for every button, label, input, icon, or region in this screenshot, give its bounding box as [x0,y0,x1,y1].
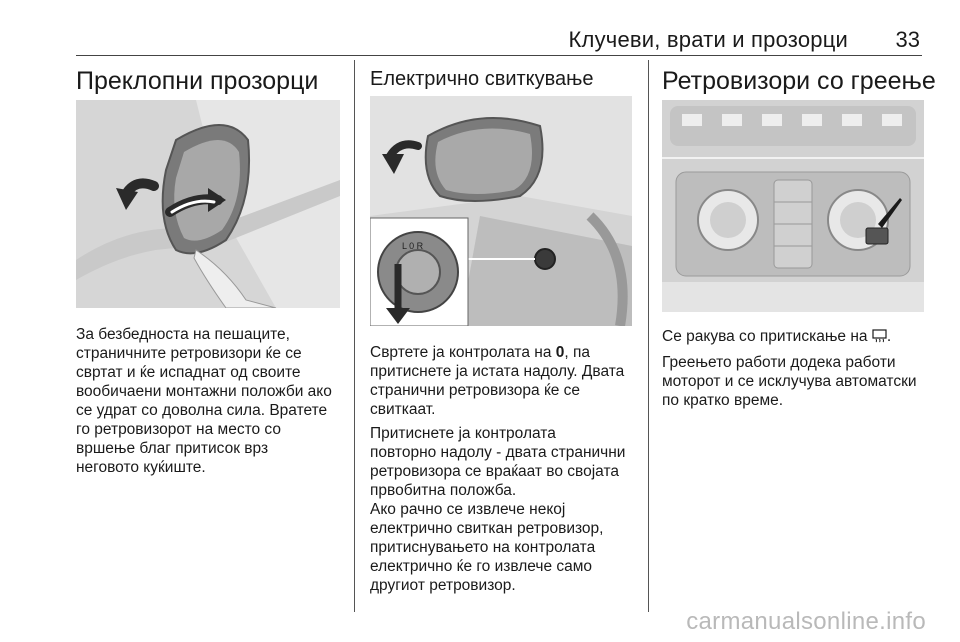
text-fragment: Се ракува со притискање на [662,328,872,345]
text-fragment: , па [564,344,591,361]
control-position-zero: 0 [555,344,565,361]
electric-folding-illustration [370,96,632,326]
text-line [370,343,640,362]
text-line: првобитна положба. [370,482,517,499]
chapter-title: Клучеви, врати и прозорци [568,27,848,52]
watermark: carmanualsonline.info [686,608,926,635]
text-line: повторно надолу - двата странични [370,444,626,461]
text-line: За безбедноста на пешаците, [76,326,290,343]
text-line: ретровизора се враќаат во својата [370,463,619,480]
section-electric-folding [370,56,634,92]
mirror-fold-illustration [76,100,340,308]
text-line: притиснете ја истата надолу. Двата [370,363,625,380]
text-line: неговото куќиште. [76,459,206,476]
text-line: другиот ретровизор. [370,577,516,594]
folding-mirrors-paragraph [76,325,346,477]
text-line: електрично свиткан ретровизор, [370,520,604,537]
heated-mirrors-paragraph-1: Се ракува со притискање на . [662,327,932,348]
electric-folding-paragraph-2 [370,424,640,500]
page-number: 33 [895,27,920,52]
text-line: го ретровизорот на место со [76,421,281,438]
text-line: електрично ќе го извлече само [370,558,593,575]
text-line: страничните ретровизори ќе се [76,345,302,362]
text-line: Ако рачно се извлече некој [370,501,566,518]
text-line: по кратко време. [662,392,784,409]
text-line: странични ретровизора ќе се [370,382,581,399]
text-line: вршење благ притисок врз [76,440,269,457]
text-line: моторот и се исклучува автоматски [662,373,917,390]
text-line: Греењето работи додека работи [662,354,896,371]
section-folding-mirrors [76,56,342,96]
electric-folding-paragraph-3 [370,500,640,595]
text-line: вообичаени монтажни положби ако [76,383,332,400]
figure-mirror-fold [76,100,340,308]
figure-heated-mirrors [662,100,924,312]
figure-electric-folding [370,96,632,326]
column-divider-1 [354,60,355,612]
svg-text:L 0 R: L 0 R [402,241,424,251]
electric-folding-paragraph-1 [370,343,640,419]
heated-mirrors-paragraph-2 [662,353,932,410]
section-heading: Преклопни прозорци [76,67,319,95]
column-divider-2 [648,60,649,612]
text-line: свртат и ќе испаднат од своите [76,364,301,381]
section-heated-mirrors [662,56,936,96]
text-line: свиткаат. [370,401,436,418]
section-heading: Електрично свиткување [370,68,594,90]
text-line: притиснувањето на контролата [370,539,596,556]
climate-panel-illustration [662,100,924,312]
page-header [0,0,960,56]
text-line: Притиснете ја контролата [370,425,556,442]
section-heading: Ретровизори со греење [662,67,936,95]
text-line: се удрат со доволна сила. Вратете [76,402,328,419]
heated-mirror-button-icon [872,329,887,348]
text-fragment: Свртете ја контролата на [370,344,556,361]
